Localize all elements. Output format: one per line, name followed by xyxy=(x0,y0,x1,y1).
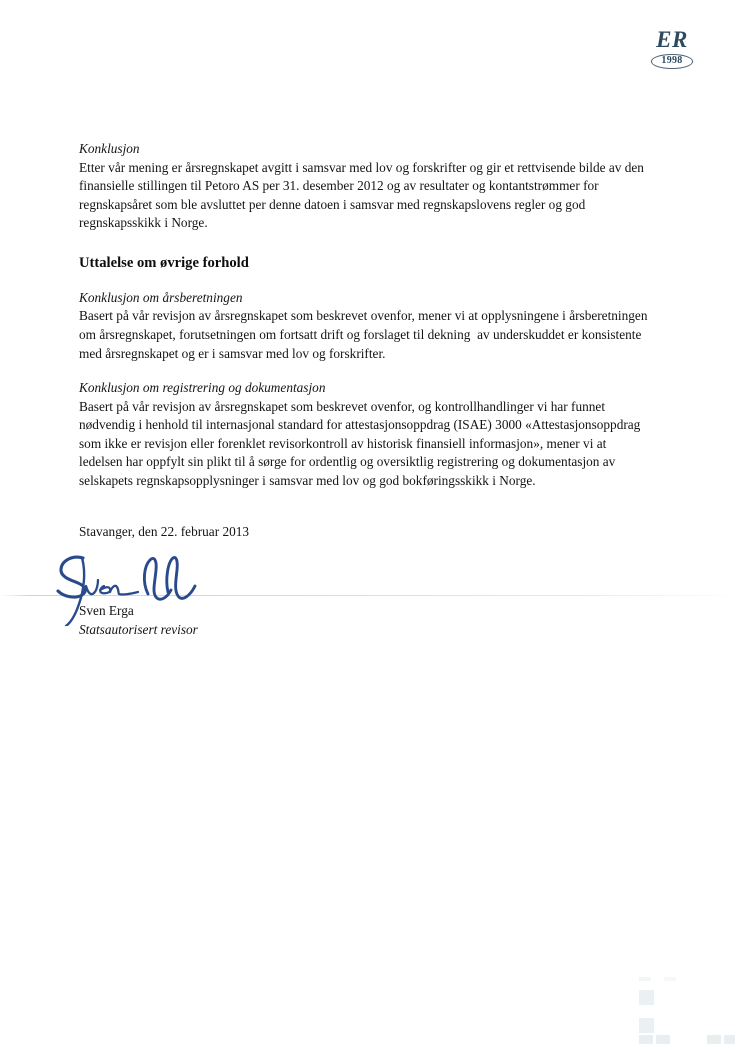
logo-year-badge: 1998 xyxy=(651,54,692,69)
scan-artifact xyxy=(639,990,654,1005)
scan-artifact xyxy=(707,1035,721,1044)
section-uttalelse xyxy=(79,253,651,273)
section-body-arsberetningen: Basert på vår revisjon av årsregnskapet som beskrevet ovenfor, mener vi at opplysningene i årsberetningen om årsregnskapet, forutsetningen om fortsatt drift og forslaget til dekning av underskuddet er konsistente med årsregnskapet og er i samsvar med lov og forskrifter. xyxy=(79,308,651,361)
spacer xyxy=(79,363,651,379)
section-heading-konklusjon: Konklusjon xyxy=(79,141,140,156)
scan-artifact xyxy=(656,1035,670,1044)
place-and-date: Stavanger, den 22. februar 2013 xyxy=(79,524,250,539)
section-konklusjon xyxy=(79,140,651,233)
scan-artifact xyxy=(664,977,676,981)
section-heading-registrering: Konklusjon om registrering og dokumentasjon xyxy=(79,380,326,396)
section-heading-arsberetningen: Konklusjon om årsberetningen xyxy=(79,289,243,305)
spacer xyxy=(79,273,651,289)
section-body-konklusjon: Etter vår mening er årsregnskapet avgitt i samsvar med lov og forskrifter og gir et rettvisende bilde av den finansielle stillingen til Petoro AS per 31. desember 2012 og av resultater og kontantstrømmer for regnskapsåret som ble avsluttet per denne datoen i samsvar med regnskapslovens regler og god regnskapsskikk i Norge. xyxy=(79,159,648,231)
spacer xyxy=(79,233,651,253)
scan-artifact xyxy=(639,977,651,981)
section-body-registrering: Basert på vår revisjon av årsregnskapet som beskrevet ovenfor, og kontrollhandlinger vi har funnet nødvendig i henhold til internasjonal standard for attestasjonsoppdrag (ISAE) 3000 «Attestasjonsoppdrag som ikke er revisjon eller forenklet revisorkontroll av historisk finansiell informasjon», mener vi at ledelsen har oppfylt sin plikt til å sørge for ordentlig og oversiktlig registrering og dokumentasjon av selskapets regnskapsopplysninger i samsvar med lov og god bokføringsskikk i Norge. xyxy=(79,398,644,489)
scan-artifact xyxy=(724,1035,735,1044)
scan-artifact-rule xyxy=(0,595,742,596)
signer-name: Sven Erga xyxy=(79,603,134,618)
scan-artifact xyxy=(639,1035,653,1044)
scan-artifact xyxy=(639,1018,654,1033)
logo-initials: ER xyxy=(656,27,688,52)
section-arsberetningen xyxy=(79,289,651,363)
section-heading-uttalelse: Uttalelse om øvrige forhold xyxy=(79,254,249,271)
section-registrering xyxy=(79,379,651,490)
signer-title: Statsautorisert revisor xyxy=(79,622,198,637)
document-body xyxy=(79,140,651,491)
company-logo xyxy=(640,28,704,69)
